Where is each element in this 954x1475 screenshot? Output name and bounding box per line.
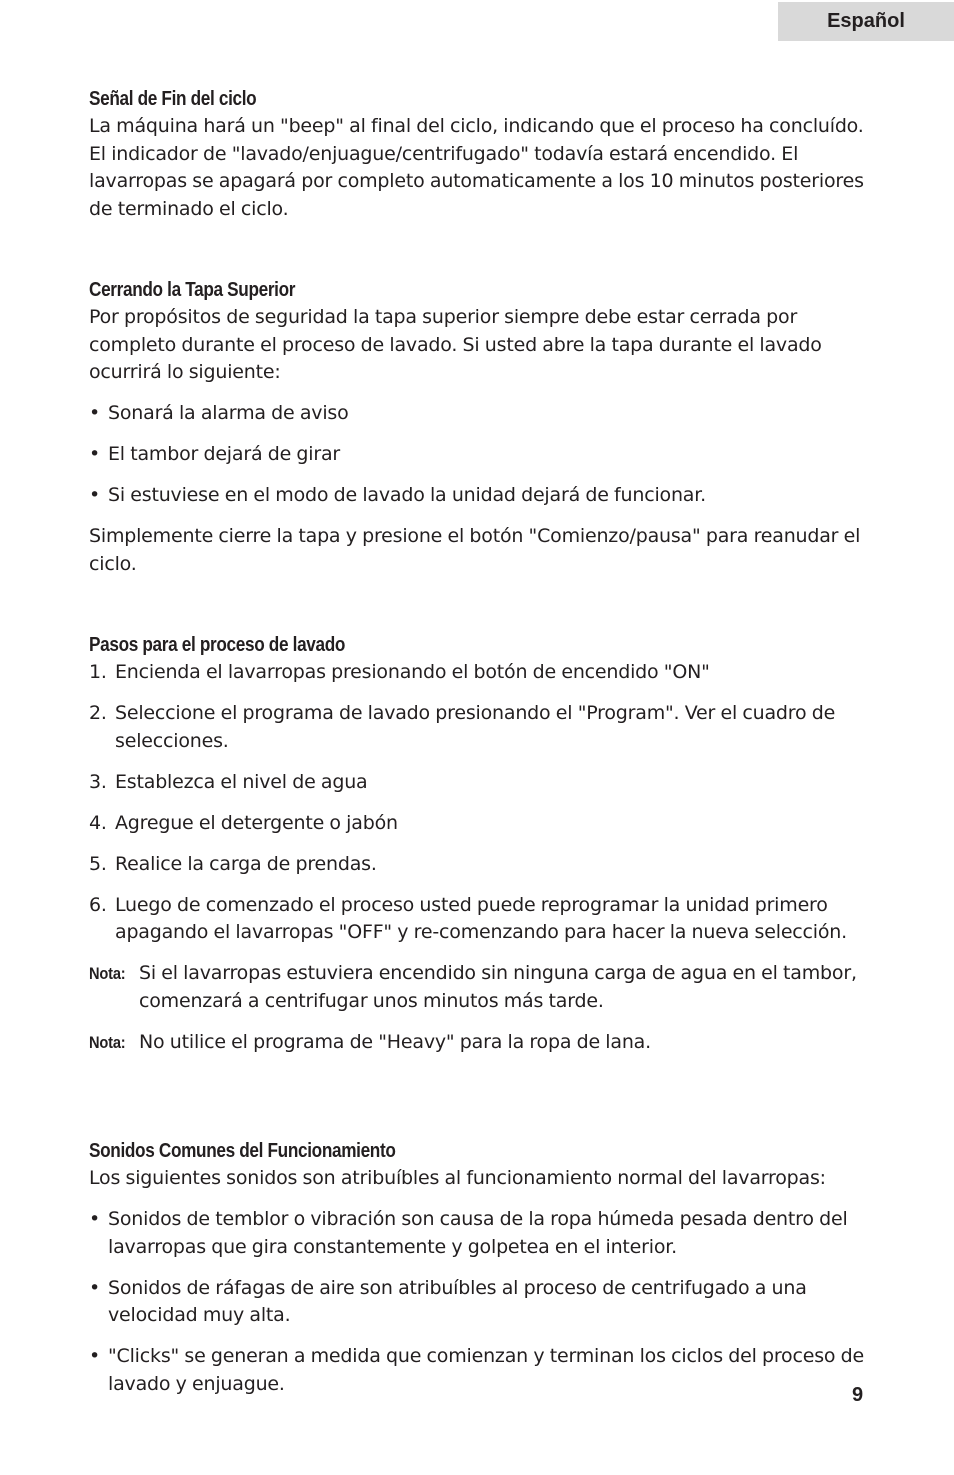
section-heading: Señal de Fin del ciclo: [89, 88, 257, 110]
step-number: 4.: [89, 811, 107, 834]
step-item: [89, 851, 879, 879]
step-number: 3.: [89, 770, 107, 793]
step-text: Establezca el nivel de agua: [115, 770, 368, 793]
note-label: Nota:: [89, 964, 126, 983]
paragraph: Por propósitos de seguridad la tapa superior siempre debe estar cerrada por completo durante el proceso de lavado. Si usted abre la tapa durante el lavado ocurrirá lo siguiente:: [89, 306, 822, 383]
section-heading: Pasos para el proceso de lavado: [89, 634, 346, 656]
bullet-item: • Si estuviese en el modo de lavado la unidad dejará de funcionar.: [89, 482, 879, 510]
page-number: 9: [852, 1384, 864, 1406]
language-tab: Español: [778, 2, 954, 41]
bullet-item: • Sonidos de ráfagas de aire son atribuíbles al proceso de centrifugado a una velocidad muy alta.: [89, 1275, 879, 1330]
paragraph: Simplemente cierre la tapa y presione el botón "Comienzo/pausa" para reanudar el ciclo.: [89, 525, 861, 575]
step-item: [89, 659, 879, 687]
step-text: Encienda el lavarropas presionando el botón de encendido "ON": [115, 661, 710, 683]
note-text: No utilice el programa de "Heavy" para la ropa de lana.: [139, 1030, 651, 1053]
step-item: [89, 892, 879, 947]
step-number: 1.: [89, 661, 107, 683]
note-label: Nota:: [89, 1032, 126, 1052]
step-text: Seleccione el programa de lavado presionando el "Program". Ver el cuadro de selecciones.: [115, 702, 836, 752]
step-text: Agregue el detergente o jabón: [115, 811, 398, 834]
step-number: 2.: [89, 702, 107, 724]
note: [89, 1029, 879, 1057]
section-end-of-cycle-signal: [89, 86, 879, 237]
step-text: Luego de comenzado el proceso usted puede reprogramar la unidad primero apagando el lavarropas "OFF" y re-comenzando para hacer la nueva selección.: [115, 893, 847, 943]
step-item: [89, 769, 879, 797]
note: [89, 960, 879, 1015]
note-text: Si el lavarropas estuviera encendido sin ninguna carga de agua en el tambor, comenzará a centrifugar unos minutos más tarde.: [139, 962, 857, 1012]
section-heading: Sonidos Comunes del Funcionamiento: [89, 1140, 396, 1162]
bullet-item: • "Clicks" se generan a medida que comienzan y terminan los ciclos del proceso de lavado y enjuague.: [89, 1343, 879, 1398]
bullet-item: • Sonidos de temblor o vibración son causa de la ropa húmeda pesada dentro del lavarropas que gira constantemente y golpetea en el interior.: [89, 1206, 879, 1261]
bullet-item: • El tambor dejará de girar: [89, 441, 879, 469]
paragraph: Los siguientes sonidos son atribuíbles al funcionamiento normal del lavarropas:: [89, 1167, 826, 1189]
section-closing-top-lid: [89, 277, 879, 592]
section-heading: Cerrando la Tapa Superior: [89, 279, 296, 301]
section-washing-steps: [89, 632, 879, 1070]
step-text: Realice la carga de prendas.: [115, 852, 377, 875]
bullet-item: • Sonará la alarma de aviso: [89, 400, 879, 428]
step-number: 5.: [89, 852, 107, 875]
section-common-sounds: [89, 1138, 879, 1412]
step-item: [89, 700, 879, 755]
paragraph: La máquina hará un "beep" al final del ciclo, indicando que el proceso ha concluído. El indicador de "lavado/enjuague/centrifugado" todavía estará encendido. El lavarropas se apagará por completo automaticamente a los 10 minutos posteriores de terminado el ciclo.: [89, 115, 864, 220]
step-item: [89, 810, 879, 838]
step-number: 6.: [89, 893, 107, 916]
